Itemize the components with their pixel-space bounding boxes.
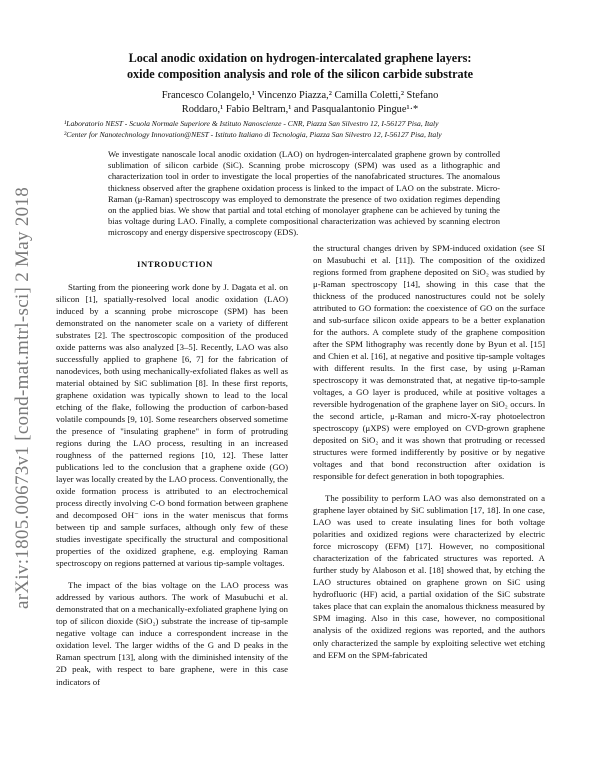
authors-line-2: Roddaro,¹ Fabio Beltram,¹ and Pasqualantonio Pingue¹·*: [181, 104, 419, 115]
paper-title: [60, 50, 540, 82]
title-line-2: oxide composition analysis and role of the silicon carbide substrate: [126, 67, 474, 81]
paragraph: The impact of the bias voltage on the LAO process was addressed by various authors. The work of Masubuchi et al. demonstrated that on a mechanically-exfoliated graphene lying on top of silicon dioxide (SiO₂) substrate the increase of tip-sample negative voltage can induce a correspondent increase in the oxidation level. The larger widths of the G and D peaks in the Raman spectrum [13], along with the diminished intensity of the 2D peak, with respect to bare graphene, were in this case indicators of: [56, 580, 288, 687]
authors-line-1: Francesco Colangelo,¹ Vincenzo Piazza,² Camilla Coletti,² Stefano: [161, 90, 439, 101]
author-list: [60, 89, 540, 117]
arxiv-sidebar: [6, 188, 40, 608]
arxiv-identifier: arXiv:1805.00673v1 [cond-mat.mtrl-sci] 2 May 2018: [12, 186, 33, 610]
paragraph: the structural changes driven by SPM-induced oxidation (see SI on Masubuchi et al. [11]). The composition of the oxidized regions formed from graphene deposited on SiO₂ was studied by μ-Raman spectroscopy [14], showing in this case that the thickness of the produced nanostructures could not be solely attributed to GO formation: the coexistence of GO on the surface and sub-surface silicon oxide appears to be a better explanation for the authors. A complete study of the graphene composition after the SPM lithography was recently done by Byun et al. [15] and Chien et al. [16], at negative and positive tip-sample voltages with different results. In the first case, by using μ-Raman spectroscopy it was demonstrated that, at negative tip-to-sample voltages, a GO layer is produced, while at positive voltages a reversible hydrogenation of the graphene layer on SiO₂ occurs. In the second article, μ-Raman and micro-X-ray photoelectron spectroscopy (μXPS) were employed on CVD-grown graphene deposited on SiO₂ and it was shown that protruding or recessed structures were formed indifferently by positive or by negative voltages and that bond reconstruction after oxidation is responsible for defect generation in both topographies.: [313, 243, 545, 482]
section-heading-introduction: INTRODUCTION: [137, 259, 213, 269]
affiliation-1: ¹Laboratorio NEST - Scuola Normale Superiore & Istituto Nanoscienze - CNR, Piazza San Silvestro 12, I-56127 Pisa, Italy: [64, 119, 439, 128]
left-column: [56, 281, 288, 688]
right-column: [313, 242, 545, 661]
title-line-1: Local anodic oxidation on hydrogen-intercalated graphene layers:: [128, 51, 472, 65]
paragraph: The possibility to perform LAO was also demonstrated on a graphene layer obtained by SiC sublimation [17, 18]. In one case, LAO was used to create insulating lines for both voltage polarities and oxidized regions were characterized by electric force microscopy (EFM) [17]. However, no compositional characterization of the fabricated structures was reported. A further study by Alaboson et al. [18] showed that, by etching the LAO structures obtained on graphene grown on SiC using hydrofluoric (HF) acid, a partial oxidation of the SiC substrate takes place that can explain the anomalous thickness measured by SPM imaging. Also in this case, however, no compositional analysis of the oxidized regions was reported, and the authors only characterized the sample by exploiting selective wet etching and EFM on the SPM-fabricated: [313, 493, 545, 660]
affiliations: [64, 119, 554, 140]
affiliation-2: ²Center for Nanotechnology Innovation@NEST - Istituto Italiano di Tecnologia, Piazza San Silvestro 12, I-56127 Pisa, Italy: [64, 129, 442, 139]
abstract: We investigate nanoscale local anodic oxidation (LAO) on hydrogen-intercalated graphene grown by controlled sublimation of silicon carbide (SiC). Scanning probe microscopy (SPM) was used as a lithographic and characterization tool in order to investigate the local properties of the nanofabricated structures. The anomalous thickness observed after the graphene oxidation process is linked to the impact of LAO on the substrate. Micro-Raman (μ-Raman) spectroscopy was employed to demonstrate the presence of two oxidation regimes depending on the applied bias. We show that partial and total etching of monolayer graphene can be achieved by tuning the bias voltage during LAO. Finally, a complete compositional characterization was achieved by scanning electron microscopy and energy dispersive spectroscopy (EDS).: [108, 149, 500, 238]
paragraph: Starting from the pioneering work done by J. Dagata et al. on silicon [1], spatially-resolved local anodic oxidation (LAO) induced by a scanning probe microscope (SPM) has been demonstrated on the nanometer scale on a variety of different substrates [2]. The spectroscopic composition of the produced oxide patterns was also analyzed [3–5]. Recently, LAO was also successfully applied to graphene [6, 7] for the fabrication of nanodevices, both using mechanically-exfoliated flakes as well as material obtained by SiC sublimation [8]. In these first reports, graphene oxidation was typically shown to lead to the local etching of the flake, following the production of carbon-based volatile compounds [9, 10]. Some researchers observed sometime the presence of "insulating graphene" in form of protruding regions during the LAO process, resulting in an increased roughness of the patterned regions [10, 12]. These latter publications led to the conclusion that a graphene oxide (GO) layer was locally created by the LAO process. Conventionally, the oxide formation process is attributed to an electrochemical process directly involving C-O bond formation between graphene and decomposed OH⁻ ions in the water meniscus that forms between tip and sample surfaces, although only few of these studies investigate specifically the structural and compositional properties of the oxidized graphene, e.g. employing Raman spectroscopy on regions patterned at various tip-sample voltages.: [56, 282, 288, 569]
